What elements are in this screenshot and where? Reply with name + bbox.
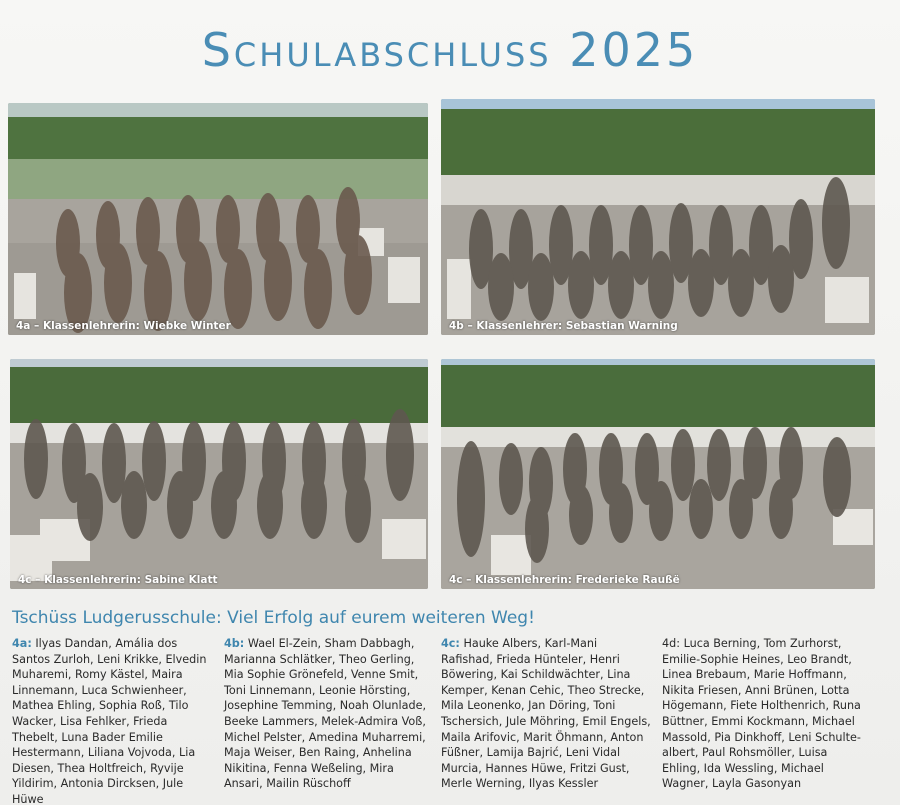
- photo-caption: 4c – Klassenlehrerin: Frederieke Raußë: [449, 574, 680, 586]
- class-label: 4a:: [12, 637, 32, 650]
- photo-caption: 4c – Klassenlehrerin: Sabine Klatt: [18, 574, 218, 586]
- class-label: 4b:: [224, 637, 245, 650]
- class-names: Hauke Albers, Karl-Mani Rafishad, Frieda Hünteler, Henri Böwering, Kai Schildwächter, Lina Kemper, Kenan Cehic, Theo Strecke, Mila Leonenko, Jan Döring, Toni Tschersich, Jule Möhring, Emil Engels, Maila Arifovic, Marit Öhmann, Anton Füßner, Lamija Bajrić, Leni Vidal Murcia, Hannes Hüwe, Fritzi Gust, Merle Werning, Ilyas Kessler: [441, 637, 651, 791]
- subtitle: Tschüss Ludgerusschule: Viel Erfolg auf eurem weiteren Weg!: [12, 608, 535, 628]
- class-photo-4a-image: [8, 103, 428, 335]
- class-list-4c: [441, 636, 651, 792]
- class-names: Ilyas Dandan, Amália dos Santos Zurloh, Leni Krikke, Elvedin Muharemi, Romy Kästel, Maira Linnemann, Luca Schwienheer, Mathea Ehling, Sophia Roß, Tilo Wacker, Lisa Fehlker, Frieda Thebelt, Luna Bader Emilie Hestermann, Liliana Vojvoda, Lia Diesen, Thea Holtfreich, Ryvije Yildirim, Antonia Dircksen, Jule Hüwe: [12, 637, 207, 805]
- class-names: Luca Berning, Tom Zurhorst, Emilie-Sophie Heines, Leo Brandt, Linea Brebaum, Marie Hoffmann, Nikita Friesen, Anni Brünen, Lotta Högemann, Fiete Holthenrich, Runa Büttner, Emmi Kockmann, Michael Massold, Pia Dinkhoff, Leni Schulte-albert, Paul Rohsmöller, Luisa Ehling, Ida Wessling, Michael Wagner, Layla Gasonyan: [662, 637, 861, 791]
- class-photo-4c-rausse: [441, 359, 875, 589]
- class-label: 4c:: [441, 637, 460, 650]
- class-list-4a: [12, 636, 212, 805]
- class-photo-4c-rausse-image: [441, 359, 875, 589]
- class-names: Wael El-Zein, Sham Dabbagh, Marianna Schlätker, Theo Gerling, Mia Sophie Grönefeld, Venne Smit, Toni Linnemann, Leonie Hörsting, Josephine Temming, Noah Olunlade, Beeke Lammers, Melek-Admira Voß, Michel Pelster, Amedina Muharremi, Maja Weiser, Ben Raing, Anhelina Nikitina, Fenna Weßeling, Mira Ansari, Mailin Rüschoff: [224, 637, 427, 791]
- class-list-4d: [662, 636, 867, 792]
- headline: Schulabschluss 2025: [201, 23, 699, 77]
- class-photo-4b: [441, 99, 875, 335]
- class-photo-4b-image: [441, 99, 875, 335]
- photo-caption: 4b – Klassenlehrer: Sebastian Warning: [449, 320, 678, 332]
- class-photo-4a: [8, 103, 428, 335]
- class-list-4b: [224, 636, 429, 792]
- class-label: 4d:: [662, 637, 680, 650]
- photo-caption: 4a – Klassenlehrerin: Wiebke Winter: [16, 320, 231, 332]
- class-photo-4c-klatt-image: [10, 359, 428, 589]
- class-photo-4c-klatt: [10, 359, 428, 589]
